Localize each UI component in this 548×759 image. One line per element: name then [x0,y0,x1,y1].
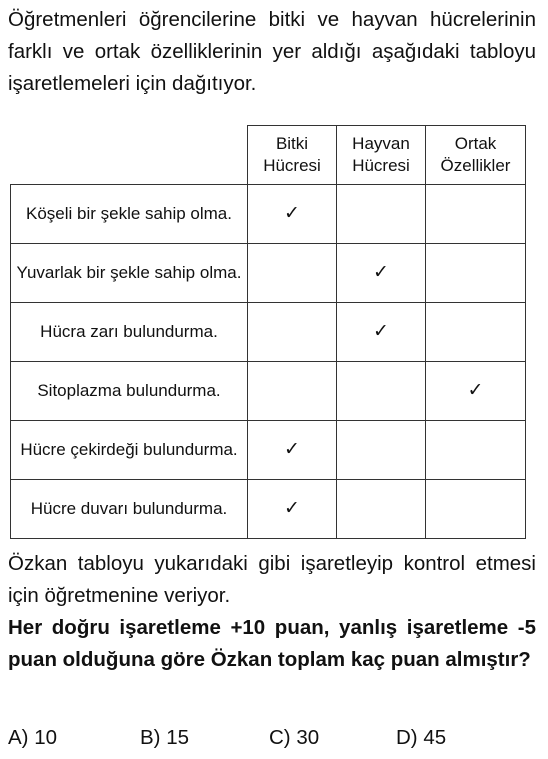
row-label: Hücra zarı bulundurma. [11,302,248,361]
intro-text: Öğretmenleri öğrencilerine bitki ve hayvan hücrelerinin farklı ve ortak özelliklerinin yer aldığı aşağıdaki tabloyu işaretlemeleri için dağıtıyor. [8,8,536,95]
empty-cell [337,184,426,243]
table-row [11,184,526,243]
row-label: Hücre duvarı bulundurma. [11,479,248,538]
option-c[interactable]: C) 30 [269,726,320,749]
table-header-row [11,126,526,185]
header-common-features [426,126,526,185]
empty-cell [426,420,526,479]
row-label: Köşeli bir şekle sahip olma. [11,184,248,243]
header-plant-cell [248,126,337,185]
header-line-2: Hücresi [352,155,410,175]
option-a[interactable]: A) 10 [8,726,57,749]
check-mark-icon: ✓ [248,479,337,538]
header-line-1: Hayvan [352,133,410,153]
answer-options [8,722,538,754]
table-body [11,184,526,538]
table-row [11,243,526,302]
empty-cell [426,302,526,361]
empty-cell [248,361,337,420]
table-row [11,302,526,361]
row-label: Hücre çekirdeği bulundurma. [11,420,248,479]
empty-cell [426,243,526,302]
header-animal-cell [337,126,426,185]
table-row [11,479,526,538]
marking-table [10,125,526,539]
empty-cell [337,361,426,420]
empty-cell [337,420,426,479]
empty-cell [248,302,337,361]
row-label: Yuvarlak bir şekle sahip olma. [11,243,248,302]
check-mark-icon: ✓ [426,361,526,420]
empty-cell [426,184,526,243]
header-line-1: Ortak [454,133,497,153]
question-text: Her doğru işaretleme +10 puan, yanlış işaretleme -5 puan olduğuna göre Özkan toplam kaç puan almıştır? [8,616,536,671]
empty-cell [426,479,526,538]
empty-cell [337,479,426,538]
row-label: Sitoplazma bulundurma. [11,361,248,420]
table-row [11,420,526,479]
check-mark-icon: ✓ [337,302,426,361]
header-line-2: Hücresi [263,155,321,175]
option-b[interactable]: B) 15 [140,726,189,749]
check-mark-icon: ✓ [337,243,426,302]
empty-cell [248,243,337,302]
table-row [11,361,526,420]
check-mark-icon: ✓ [248,420,337,479]
followup-text: Özkan tabloyu yukarıdaki gibi işaretleyip kontrol etmesi için öğretmenine veriyor. [8,552,536,607]
option-d[interactable]: D) 45 [396,726,447,749]
header-line-2: Özellikler [440,155,511,175]
table-corner-cell [11,126,248,185]
check-mark-icon: ✓ [248,184,337,243]
header-line-1: Bitki [275,133,309,153]
